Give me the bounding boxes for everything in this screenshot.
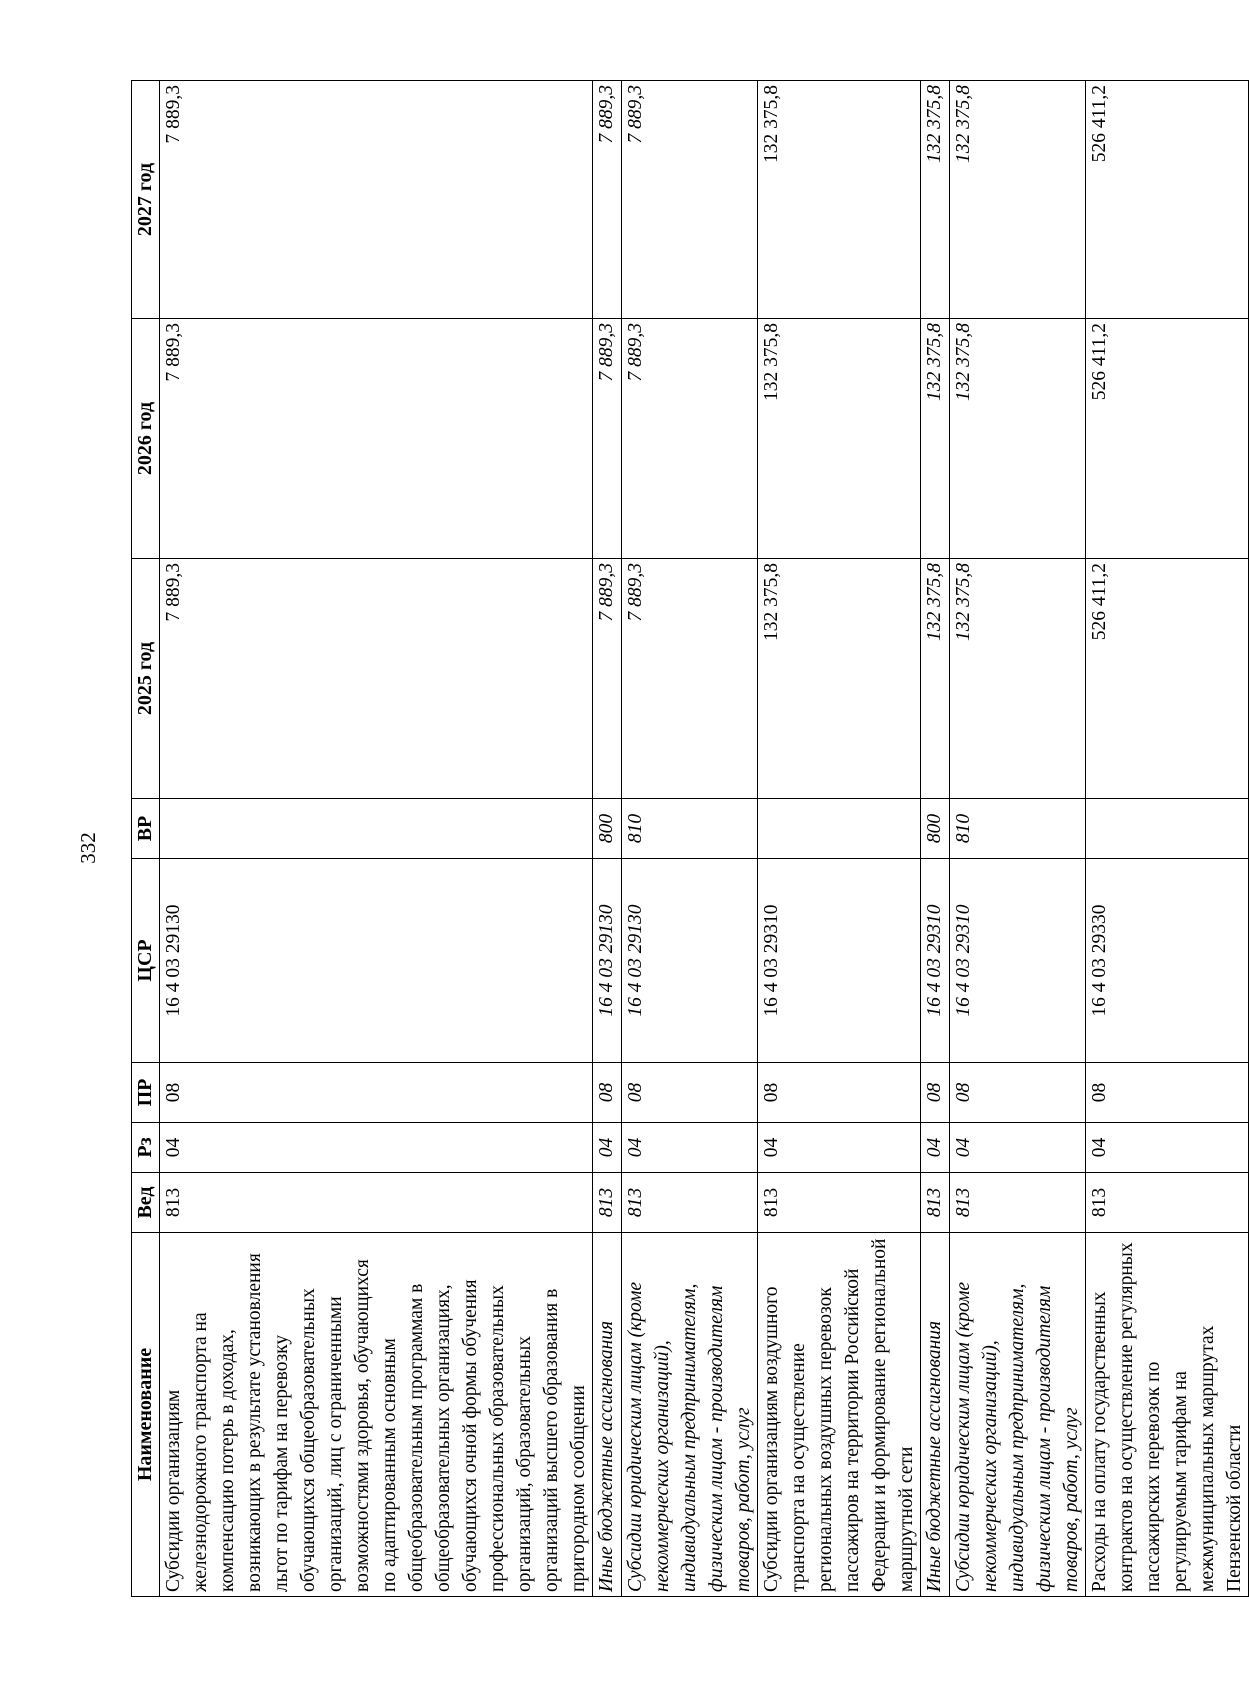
row-2025: 132 375,8 [758, 559, 921, 799]
row-2025: 526 411,2 [1086, 559, 1249, 799]
row-2025: 7 889,3 [622, 559, 758, 799]
row-vr [1086, 799, 1249, 859]
header-pr: ПР [132, 1063, 160, 1123]
row-2026: 7 889,3 [622, 319, 758, 559]
row-2026: 132 375,8 [950, 319, 1086, 559]
table-row [622, 81, 758, 1597]
table-row [1086, 81, 1249, 1597]
row-2026: 132 375,8 [921, 319, 950, 559]
row-rz: 04 [921, 1123, 950, 1173]
table-row [160, 81, 593, 1597]
row-vr: 810 [950, 799, 1086, 859]
row-2026: 132 375,8 [758, 319, 921, 559]
table-wrapper [131, 81, 1245, 1597]
table-row [758, 81, 921, 1597]
row-2025: 132 375,8 [921, 559, 950, 799]
row-vr [758, 799, 921, 859]
row-rz: 04 [1086, 1123, 1249, 1173]
row-rz: 04 [593, 1123, 622, 1173]
row-ved: 813 [622, 1173, 758, 1233]
row-name: Субсидии организациям воздушного транспорта на осуществление региональных воздушных перевозок пассажиров на территории Российской Федерации и формирование региональной маршрутной сети [758, 1233, 921, 1597]
header-2027: 2027 год [132, 81, 160, 319]
row-pr: 08 [1086, 1063, 1249, 1123]
row-2026: 7 889,3 [160, 319, 593, 559]
page-number: 332 [76, 832, 100, 864]
row-csr: 16 4 03 29130 [593, 859, 622, 1063]
row-rz: 04 [160, 1123, 593, 1173]
row-name: Иные бюджетные ассигнования [593, 1233, 622, 1597]
row-csr: 16 4 03 29310 [758, 859, 921, 1063]
row-vr: 810 [622, 799, 758, 859]
row-name: Субсидии юридическим лицам (кроме некоммерческих организаций), индивидуальным предпринимателям, физическим лицам - производителям товаров, работ, услуг [622, 1233, 758, 1597]
row-rz: 04 [622, 1123, 758, 1173]
table-row [921, 81, 950, 1597]
row-rz: 04 [758, 1123, 921, 1173]
row-pr: 08 [921, 1063, 950, 1123]
row-2027: 526 411,2 [1086, 81, 1249, 319]
budget-table [131, 80, 1249, 1597]
table-row [593, 81, 622, 1597]
row-pr: 08 [160, 1063, 593, 1123]
row-2025: 7 889,3 [160, 559, 593, 799]
row-csr: 16 4 03 29130 [622, 859, 758, 1063]
row-csr: 16 4 03 29310 [921, 859, 950, 1063]
row-pr: 08 [622, 1063, 758, 1123]
row-csr: 16 4 03 29310 [950, 859, 1086, 1063]
header-2025: 2025 год [132, 559, 160, 799]
row-2025: 7 889,3 [593, 559, 622, 799]
header-2026: 2026 год [132, 319, 160, 559]
row-2027: 132 375,8 [758, 81, 921, 319]
row-ved: 813 [758, 1173, 921, 1233]
row-ved: 813 [593, 1173, 622, 1233]
row-2025: 132 375,8 [950, 559, 1086, 799]
row-pr: 08 [758, 1063, 921, 1123]
row-ved: 813 [950, 1173, 1086, 1233]
row-csr: 16 4 03 29330 [1086, 859, 1249, 1063]
header-csr: ЦСР [132, 859, 160, 1063]
header-rz: Рз [132, 1123, 160, 1173]
row-2027: 7 889,3 [160, 81, 593, 319]
row-rz: 04 [950, 1123, 1086, 1173]
row-vr: 800 [921, 799, 950, 859]
header-vr: ВР [132, 799, 160, 859]
header-ved: Вед [132, 1173, 160, 1233]
header-name: Наименование [132, 1233, 160, 1597]
row-pr: 08 [593, 1063, 622, 1123]
row-name: Субсидии юридическим лицам (кроме некоммерческих организаций), индивидуальным предпринимателям, физическим лицам - производителям товаров, работ, услуг [950, 1233, 1086, 1597]
table-row [950, 81, 1086, 1597]
row-ved: 813 [160, 1173, 593, 1233]
row-ved: 813 [1086, 1173, 1249, 1233]
row-vr: 800 [593, 799, 622, 859]
row-name: Расходы на оплату государственных контрактов на осуществление регулярных пассажирских перевозок по регулируемым тарифам на межмуниципальных маршрутах Пензенской области [1086, 1233, 1249, 1597]
row-2026: 526 411,2 [1086, 319, 1249, 559]
row-csr: 16 4 03 29130 [160, 859, 593, 1063]
row-2027: 7 889,3 [622, 81, 758, 319]
row-2027: 132 375,8 [950, 81, 1086, 319]
row-name: Иные бюджетные ассигнования [921, 1233, 950, 1597]
row-name: Субсидии организациям железнодорожного транспорта на компенсацию потерь в доходах, возникающих в результате установления льгот по тарифам на перевозку обучающихся общеобразовательных организаций, лиц с ограниченными возможностями здоровья, обучающихся по адаптированным основным общеобразовательным программам в общеобразовательных организациях, обучающихся очной формы обучения профессиональных образовательных организаций, образовательных организаций высшего образования в пригородном сообщении [160, 1233, 593, 1597]
row-pr: 08 [950, 1063, 1086, 1123]
row-2027: 132 375,8 [921, 81, 950, 319]
header-row [132, 81, 160, 1597]
row-2027: 7 889,3 [593, 81, 622, 319]
row-vr [160, 799, 593, 859]
row-ved: 813 [921, 1173, 950, 1233]
row-2026: 7 889,3 [593, 319, 622, 559]
